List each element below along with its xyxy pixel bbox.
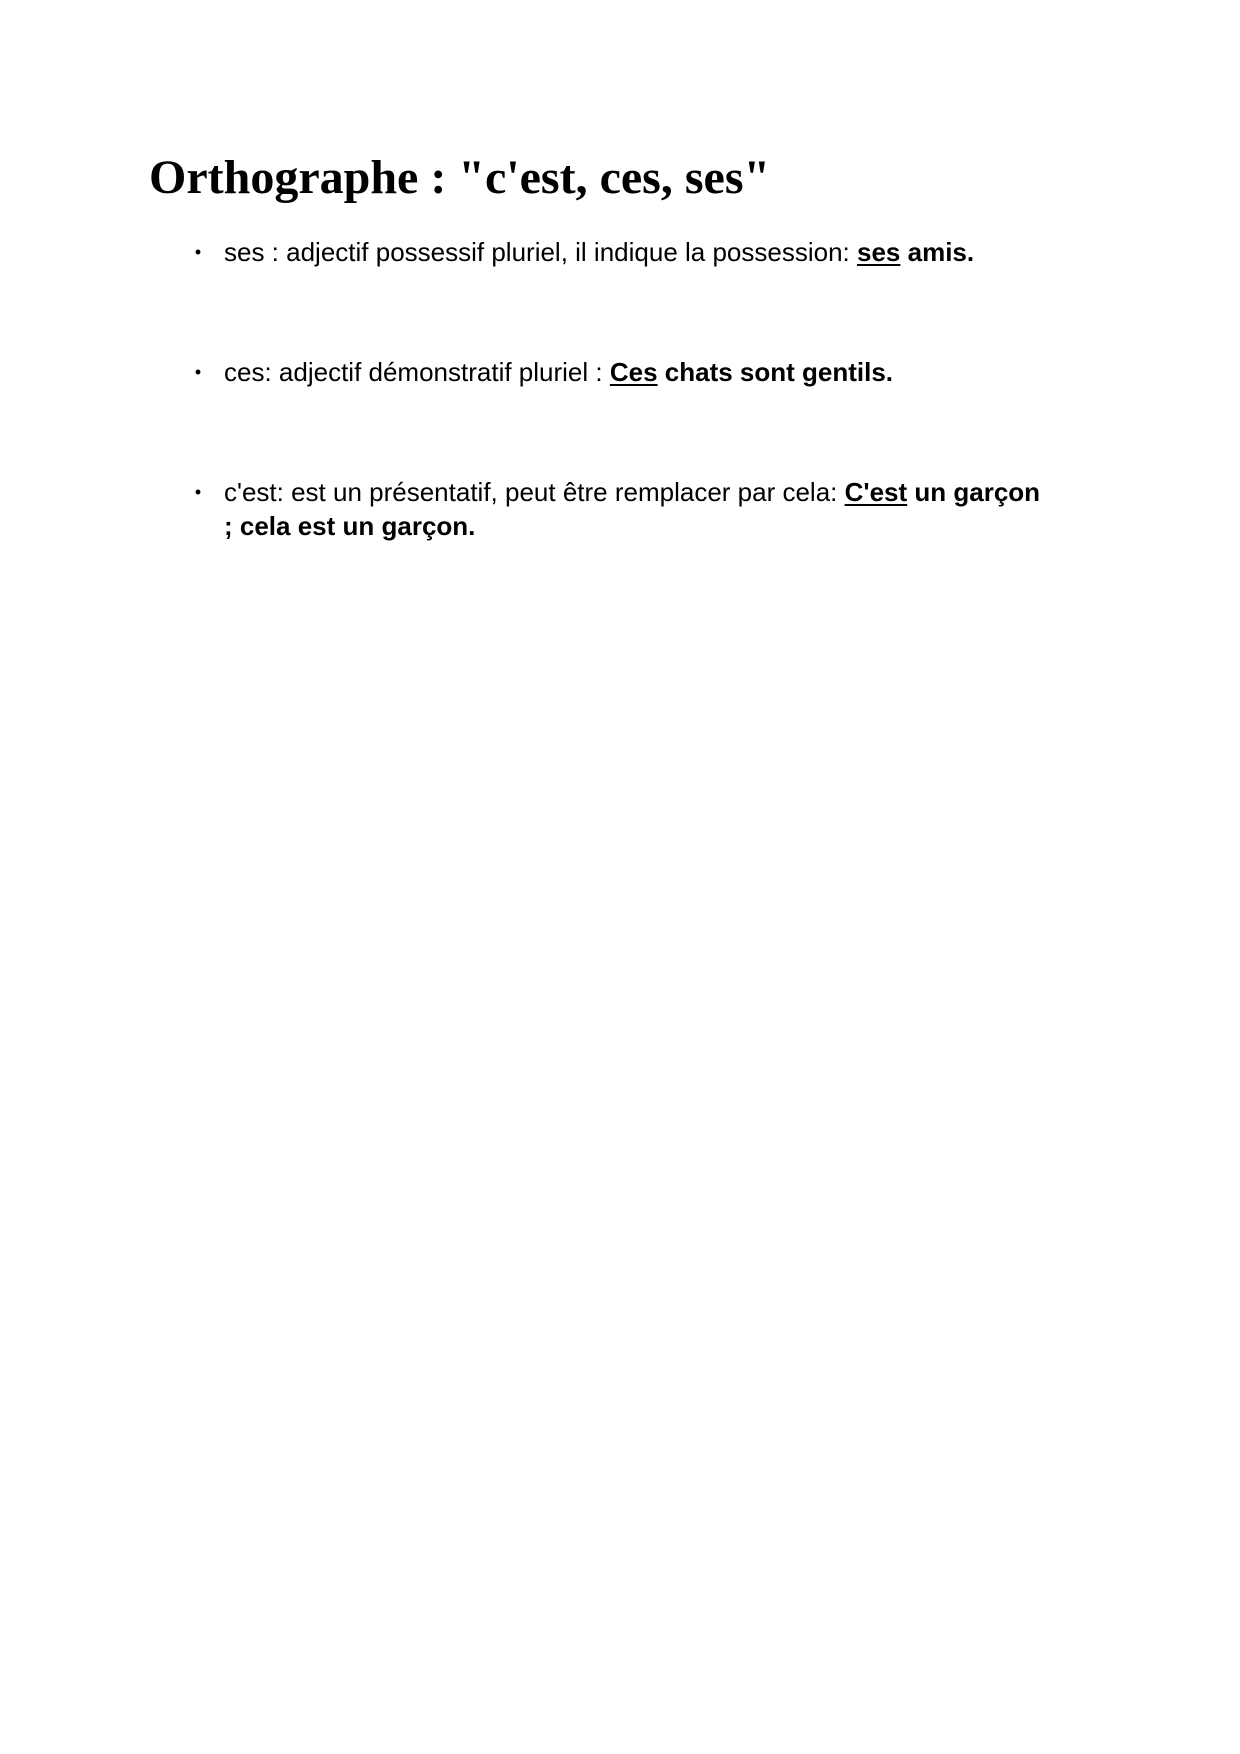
rule-definition: ses : adjectif possessif pluriel, il indique la possession:: [224, 237, 857, 267]
rule-keyword: Ces: [609, 357, 658, 387]
list-item: [194, 355, 1044, 389]
rule-definition: c'est: est un présentatif, peut être remplacer par cela:: [224, 477, 845, 507]
bullet-icon: •: [194, 362, 202, 382]
rule-keyword: ses: [857, 237, 901, 267]
rule-definition: ces: adjectif démonstratif pluriel :: [224, 357, 610, 387]
rule-example-text: un garçon ; cela est un garçon.: [224, 477, 1041, 541]
bullet-icon: •: [194, 242, 202, 262]
page-title: Orthographe : "c'est, ces, ses": [149, 151, 771, 204]
rule-keyword: C'est: [844, 477, 908, 507]
bullet-icon: •: [194, 482, 202, 502]
list-item: [194, 475, 1044, 543]
list-item: [194, 235, 1044, 269]
rule-example: [857, 237, 974, 267]
rule-example-text: chats sont gentils.: [657, 357, 894, 387]
rule-example: [610, 357, 893, 387]
rule-example-text: amis.: [900, 237, 975, 267]
